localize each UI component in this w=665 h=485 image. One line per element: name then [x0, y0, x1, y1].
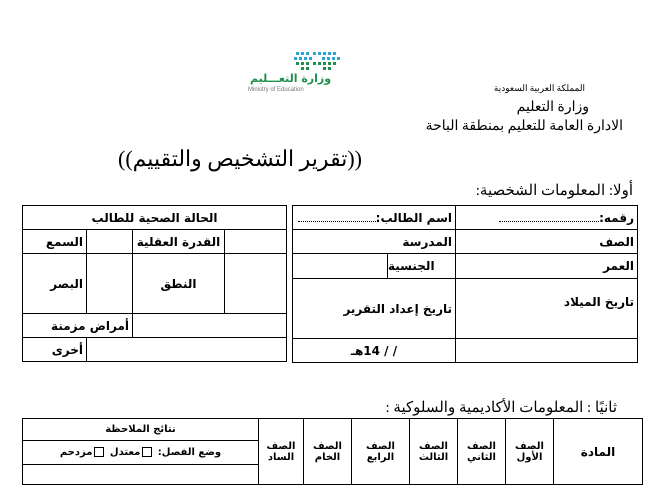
other-value[interactable] [87, 338, 287, 362]
student-number-cell[interactable] [456, 206, 638, 230]
student-number-label: رقمه: [599, 210, 634, 225]
normal-checkbox[interactable] [142, 447, 152, 457]
other-label: أخرى [23, 338, 87, 362]
chronic-diseases-value[interactable] [133, 314, 287, 338]
mental-ability-value[interactable] [225, 230, 287, 254]
section-academic-heading: ثانيًا : المعلومات الأكاديمية والسلوكية : [385, 400, 617, 416]
observation-row[interactable] [23, 465, 259, 485]
crowded-option-label: مزدحم [59, 447, 93, 458]
administration-label: الادارة العامة للتعليم بمنطقة الباحة [425, 119, 623, 134]
date-value[interactable]: / / 14هـ [293, 339, 456, 363]
grade-2-header: الصف الثاني [458, 419, 506, 485]
class-status-row [23, 441, 259, 465]
speech-label: النطق [133, 254, 225, 314]
hearing-label: السمع [23, 230, 87, 254]
health-status-table [22, 205, 287, 362]
personal-info-table [292, 205, 638, 363]
vision-value[interactable] [87, 254, 133, 314]
subject-header: المادة [554, 419, 643, 485]
student-name-cell[interactable] [293, 206, 456, 230]
mental-ability-label: القدرة العقلية [133, 230, 225, 254]
school-label: المدرسة [293, 230, 456, 254]
kingdom-label: المملكة العربية السعودية [493, 83, 585, 93]
nationality-value[interactable] [293, 254, 387, 278]
grade-6-header: الصف الساد [259, 419, 304, 485]
report-title: ((تقرير التشخيص والتقييم)) [118, 146, 362, 171]
class-status-label: وضع الفصل: [157, 447, 222, 458]
nationality-label: الجنسية [387, 254, 455, 278]
age-label: العمر [456, 254, 638, 279]
empty-cell [456, 339, 638, 363]
hearing-value[interactable] [87, 230, 133, 254]
ministry-logo [236, 50, 356, 100]
grade-1-header: الصف الأول [506, 419, 554, 485]
crowded-checkbox[interactable] [94, 447, 104, 457]
student-name-label: اسم الطالب: [375, 210, 452, 225]
speech-value[interactable] [225, 254, 287, 314]
grade-label: الصف [456, 230, 638, 254]
grade-5-header: الصف الخام [304, 419, 352, 485]
observation-results-title: نتائج الملاحظة [23, 419, 259, 441]
section-personal-heading: أولا: المعلومات الشخصية: [475, 183, 633, 199]
logo-arabic-text: وزارة التعـــليم [250, 72, 332, 85]
grade-3-header: الصف الثالث [410, 419, 458, 485]
health-title: الحالة الصحية للطالب [23, 206, 287, 230]
report-date-label: تاريخ إعداد التقرير [293, 279, 456, 339]
chronic-diseases-label: أمراض مزمنة [23, 314, 133, 338]
normal-option-label: معتدل [109, 447, 141, 458]
ministry-label: وزارة التعليم [516, 100, 589, 115]
academic-table [22, 418, 643, 485]
vision-label: البصر [23, 254, 87, 314]
logo-dots-icon [236, 50, 356, 74]
logo-english-text: Ministry of Education [248, 87, 304, 93]
grade-4-header: الصف الرابع [352, 419, 410, 485]
nationality-row [293, 254, 456, 279]
birth-date-label: تاريخ الميلاد [456, 279, 638, 339]
